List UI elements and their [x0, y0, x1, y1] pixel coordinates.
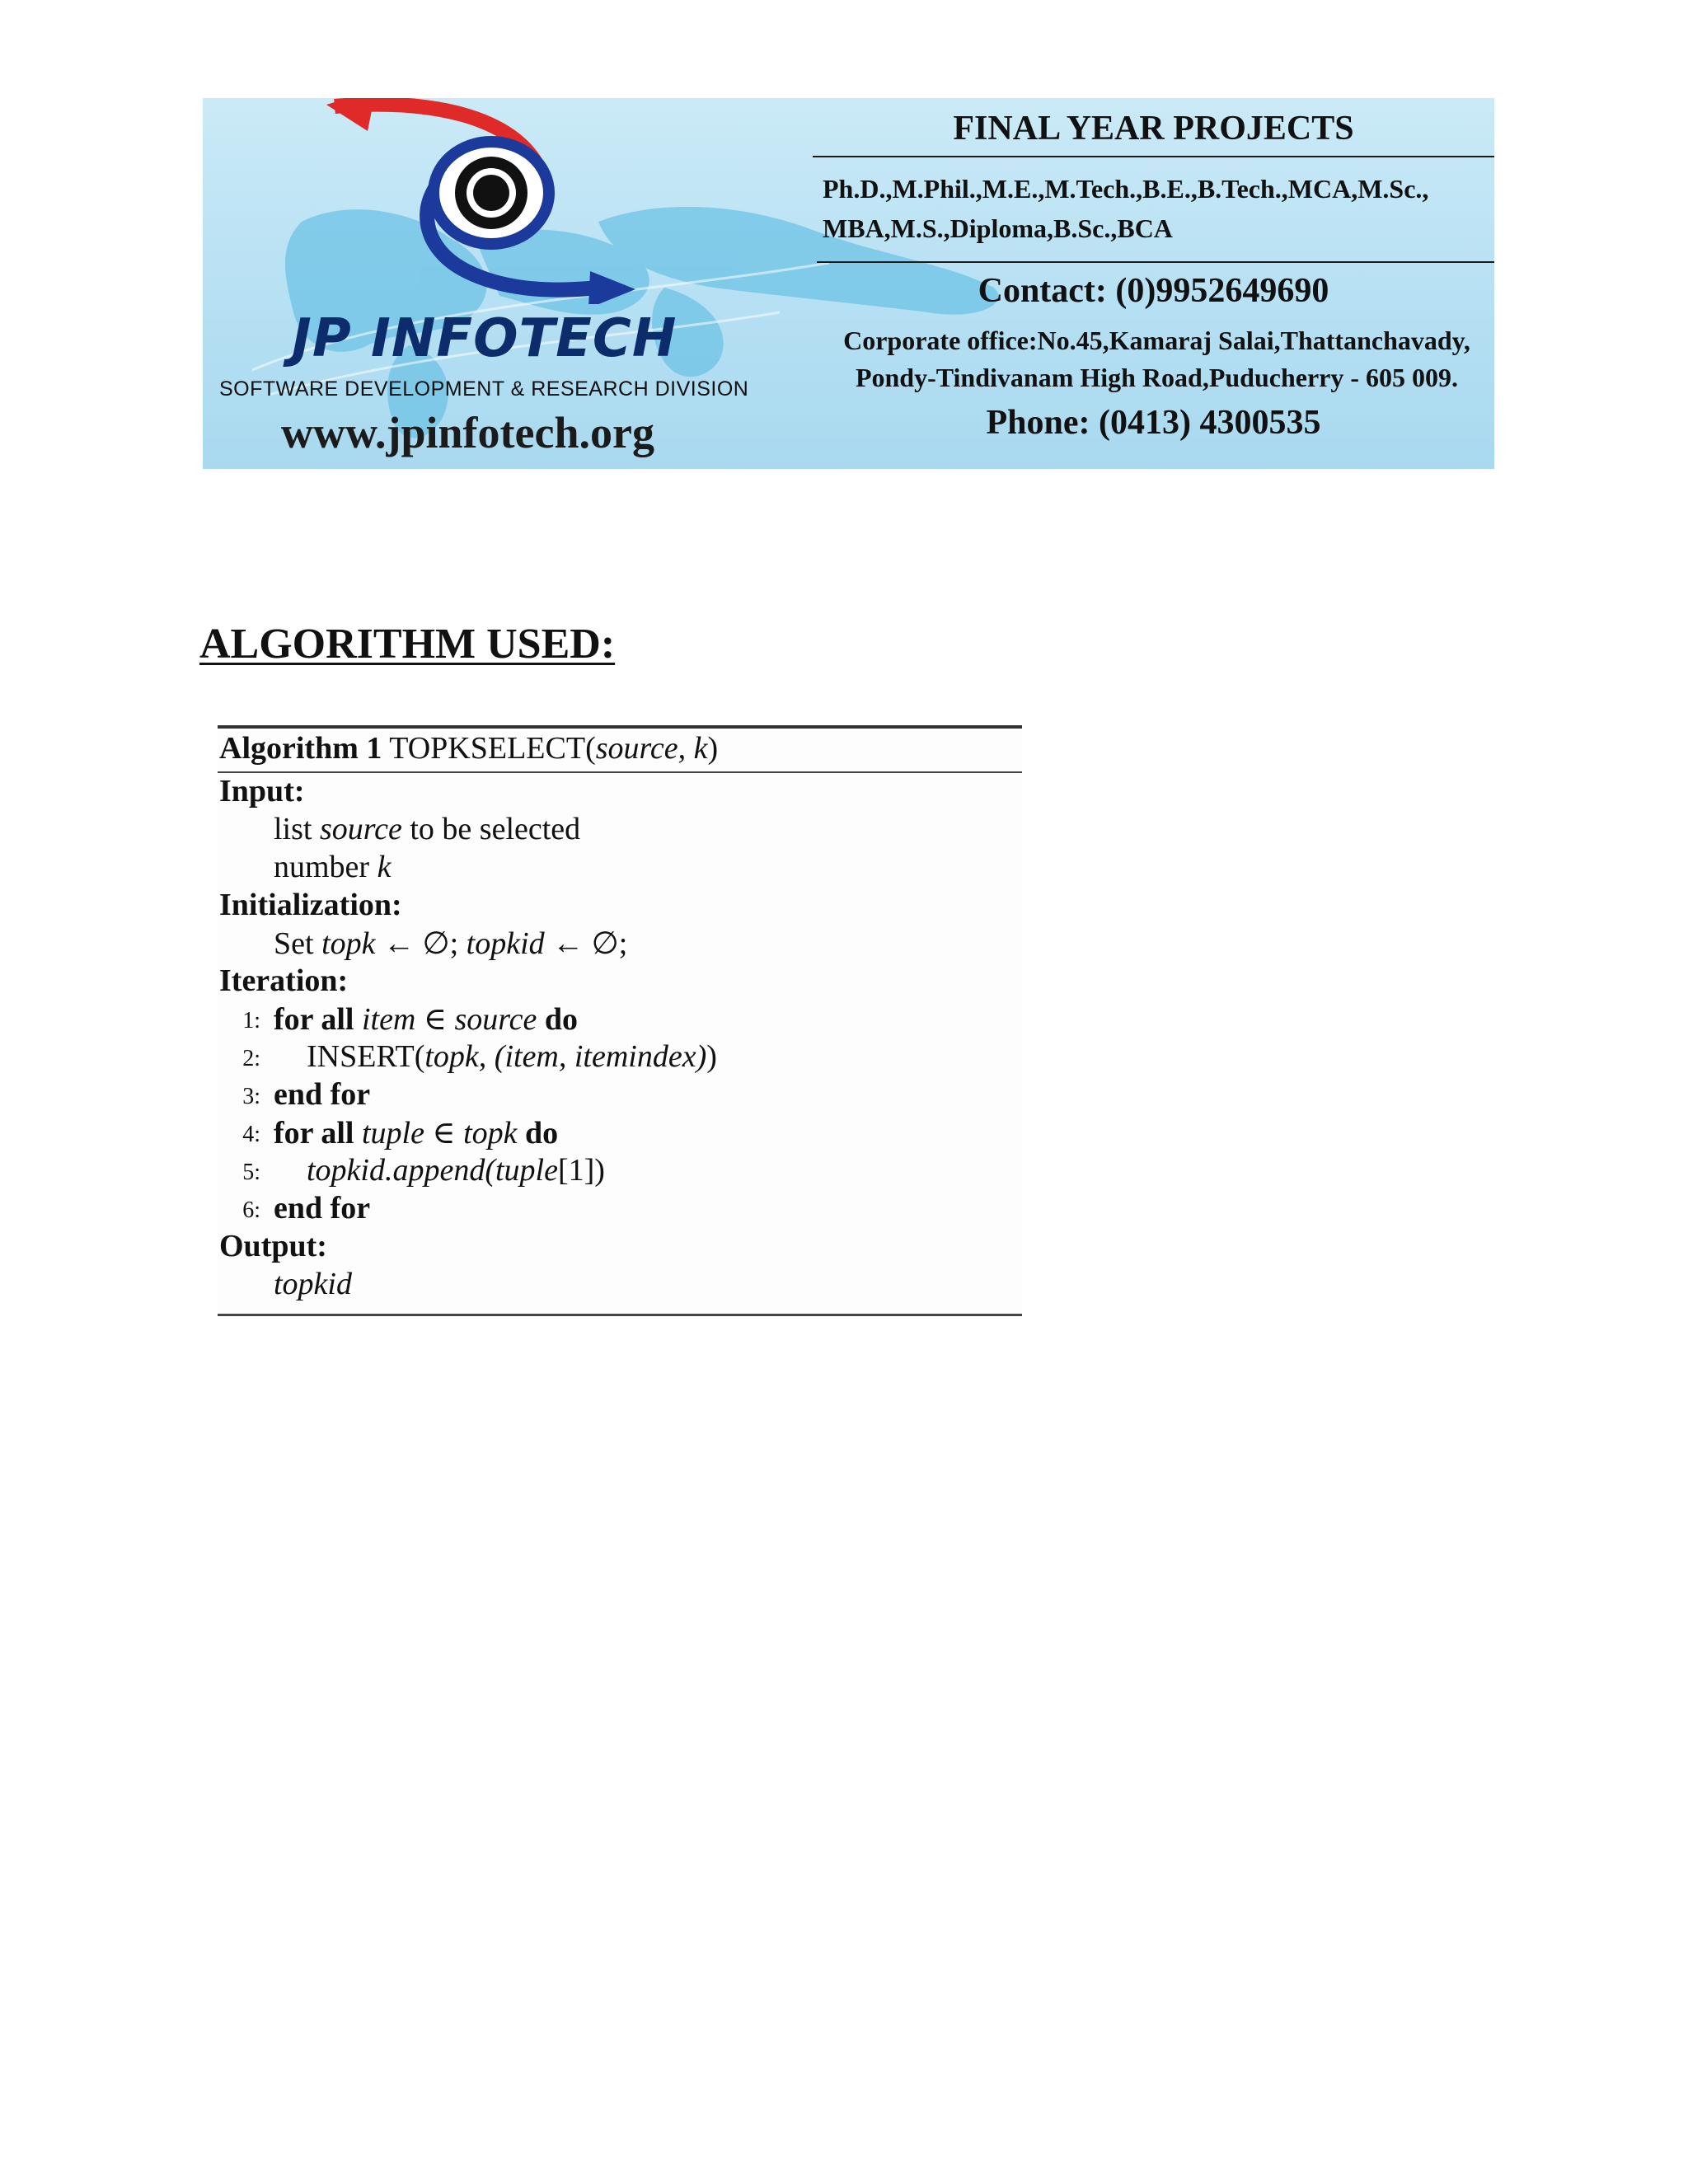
bottom-rule: [218, 1314, 1022, 1316]
degrees-list: Ph.D.,M.Phil.,M.E.,M.Tech.,B.E.,B.Tech.,MCA,M.Sc., MBA,M.S.,Diploma,B.Sc.,BCA: [823, 174, 1429, 243]
algorithm-close: ): [707, 731, 719, 766]
website-link[interactable]: www.jpinfotech.org: [281, 408, 654, 457]
algorithm-box: [218, 725, 1022, 1319]
step-line: [274, 1076, 370, 1113]
init-label: Initialization:: [219, 888, 402, 922]
step-line: [274, 1001, 578, 1038]
eye-logo-icon: [326, 98, 689, 304]
input-text: number: [274, 850, 377, 884]
algorithm-label: Algorithm 1: [219, 731, 382, 766]
mid-rule: [218, 771, 1022, 773]
expression: item ∈ source: [354, 1002, 545, 1037]
keyword: end for: [274, 1191, 371, 1226]
step-number: 2:: [242, 1046, 260, 1071]
init-text: ← ∅;: [375, 926, 467, 961]
step-line: [307, 1152, 605, 1188]
expression: topk, (item, itemindex): [424, 1039, 707, 1074]
step-line: [307, 1038, 717, 1075]
algorithm-name: TOPKSELECT(: [389, 731, 596, 766]
top-rule: [218, 725, 1022, 729]
keyword: do: [525, 1116, 559, 1151]
expression: topkid.append(tuple: [307, 1153, 558, 1188]
divider: [817, 261, 1494, 263]
brand-tagline: SOFTWARE DEVELOPMENT & RESEARCH DIVISION: [219, 377, 749, 401]
expression: tuple ∈ topk: [354, 1116, 525, 1151]
statement-text: ): [706, 1039, 717, 1074]
output-value: [274, 1266, 352, 1302]
statement-text: [1]): [557, 1153, 605, 1188]
init-var: topkid: [466, 926, 545, 961]
iteration-label: Iteration:: [219, 963, 349, 998]
init-line: [274, 925, 627, 962]
step-number: 3:: [242, 1084, 260, 1109]
algorithm-params: source, k: [595, 731, 708, 766]
office-address: Corporate office:No.45,Kamaraj Salai,Thattanchavady, Pondy-Tindivanam High Road,Puducherry - 605 009.: [843, 326, 1470, 392]
input-line-2: [274, 849, 391, 885]
init-text: Set: [274, 926, 322, 961]
step-number: 6:: [242, 1197, 260, 1223]
step-number: 4:: [242, 1122, 260, 1147]
keyword: end for: [274, 1077, 371, 1112]
algorithm-title: [219, 730, 718, 766]
init-var: topk: [321, 926, 376, 961]
input-var: source: [319, 812, 402, 846]
input-line-1: [274, 811, 580, 847]
divider: [813, 156, 1494, 157]
brand-name: JP INFOTECH: [292, 308, 678, 369]
input-var: k: [377, 850, 392, 884]
phone-number: Phone: (0413) 4300535: [986, 404, 1321, 442]
statement-text: INSERT(: [307, 1039, 425, 1074]
step-line: [274, 1190, 370, 1226]
contact-number: Contact: (0)9952649690: [978, 272, 1329, 310]
keyword: for all: [274, 1002, 354, 1037]
keyword: do: [544, 1002, 579, 1037]
input-text: list: [274, 812, 320, 846]
banner-title: FINAL YEAR PROJECTS: [953, 110, 1354, 148]
input-label: Input:: [219, 774, 305, 808]
step-number: 5:: [242, 1160, 260, 1185]
input-text: to be selected: [401, 812, 581, 846]
header-banner: [203, 98, 1494, 469]
section-heading: ALGORITHM USED:: [199, 621, 616, 668]
step-line: [274, 1114, 558, 1151]
output-var: topkid: [274, 1267, 352, 1301]
output-label: Output:: [219, 1229, 327, 1263]
keyword: for all: [274, 1116, 354, 1151]
step-number: 1:: [242, 1008, 260, 1033]
init-text: ← ∅;: [544, 926, 628, 961]
